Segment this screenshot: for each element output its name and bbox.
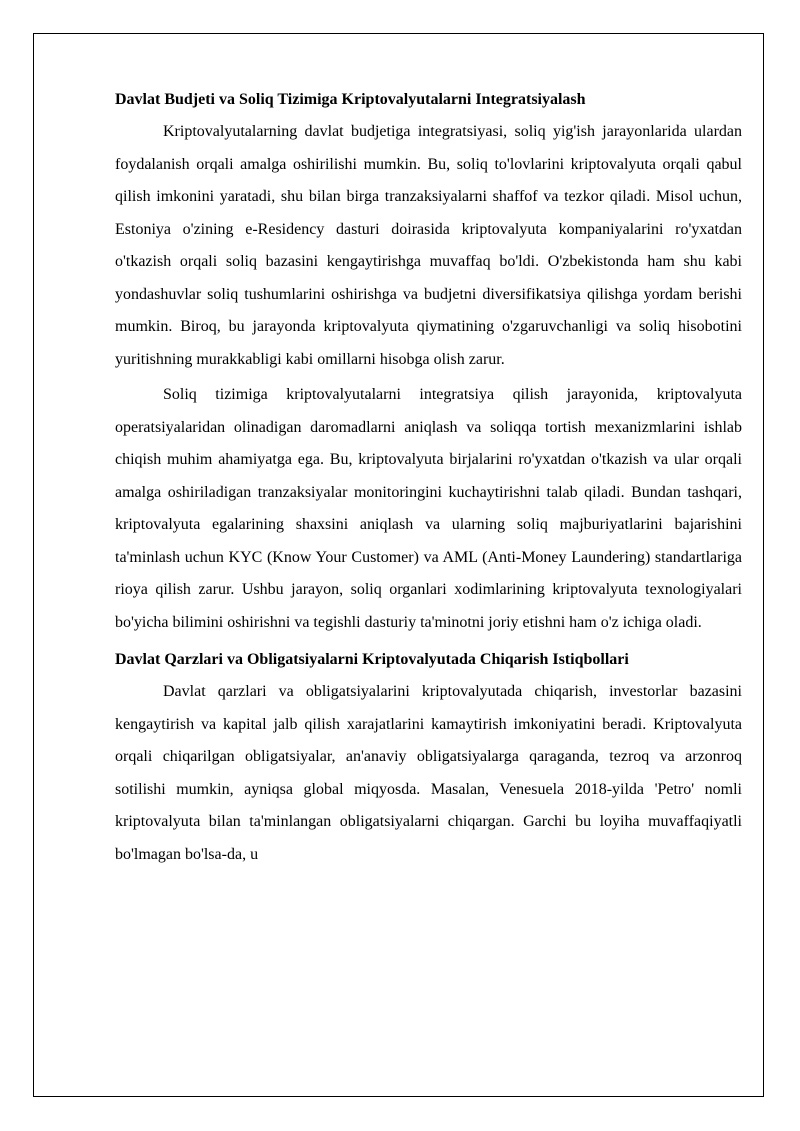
paragraph-crypto-bonds: Davlat qarzlari va obligatsiyalarini kriptovalyutada chiqarish, investorlar bazasini kengaytirish va kapital jalb qilish xarajatlarini kamaytirish imkoniyatini beradi. Kriptovalyuta orqali chiqarilgan obligatsiyalar, an'anaviy obligatsiyalarga qaraganda, tezroq va arzonroq sotilishi mumkin, ayniqsa global miqyosda. Masalan, Venesuela 2018-yilda 'Petro' nomli kriptovalyuta bilan ta'minlangan obligatsiyalarni chiqargan. Garchi bu loyiha muvaffaqiyatli bo'lmagan bo'lsa-da, u bbox=[115, 683, 742, 863]
document-body bbox=[115, 84, 742, 874]
section-heading-debt-bonds: Davlat Qarzlari va Obligatsiyalarni Kriptovalyutada Chiqarish Istiqbollari bbox=[115, 651, 629, 668]
paragraph-tax-system-integration: Soliq tizimiga kriptovalyutalarni integratsiya qilish jarayonida, kriptovalyuta operatsiyalaridan olinadigan daromadlarni aniqlash va soliqqa tortish mexanizmlarini ishlab chiqish muhim ahamiyatga ega. Bu, kriptovalyuta birjalarini ro'yxatdan o'tkazish va ular orqali amalga oshiriladigan tranzaksiyalar monitoringini kuchaytirishni talab qiladi. Bundan tashqari, kriptovalyuta egalarining shaxsini aniqlash va ularning soliq majburiyatlarini bajarishini ta'minlash uchun KYC (Know Your Customer) va AML (Anti-Money Laundering) standartlariga rioya qilish zarur. Ushbu jarayon, soliq organlari xodimlarining kriptovalyuta texnologiyalari bo'yicha bilimini oshirishni va tegishli dasturiy ta'minotni joriy etishni ham o'z ichiga oladi. bbox=[115, 386, 742, 631]
paragraph-budget-integration: Kriptovalyutalarning davlat budjetiga integratsiyasi, soliq yig'ish jarayonlarida ulardan foydalanish orqali amalga oshirilishi mumkin. Bu, soliq to'lovlarini kriptovalyuta orqali qabul qilish imkonini yaratadi, shu bilan birga tranzaksiyalarni shaffof va tezkor qiladi. Misol uchun, Estoniya o'zining e-Residency dasturi doirasida kriptovalyuta kompaniyalarini ro'yxatdan o'tkazish orqali soliq bazasini kengaytirishga muvaffaq bo'ldi. O'zbekistonda ham shu kabi yondashuvlar soliq tushumlarini oshirishga va budjetni diversifikatsiya qilishga yordam berishi mumkin. Biroq, bu jarayonda kriptovalyuta qiymatining o'zgaruvchanligi va soliq hisobotini yuritishning murakkabligi kabi omillarni hisobga olish zarur. bbox=[115, 123, 742, 368]
section-heading-budget-tax: Davlat Budjeti va Soliq Tizimiga Kriptovalyutalarni Integratsiyalash bbox=[115, 91, 586, 108]
